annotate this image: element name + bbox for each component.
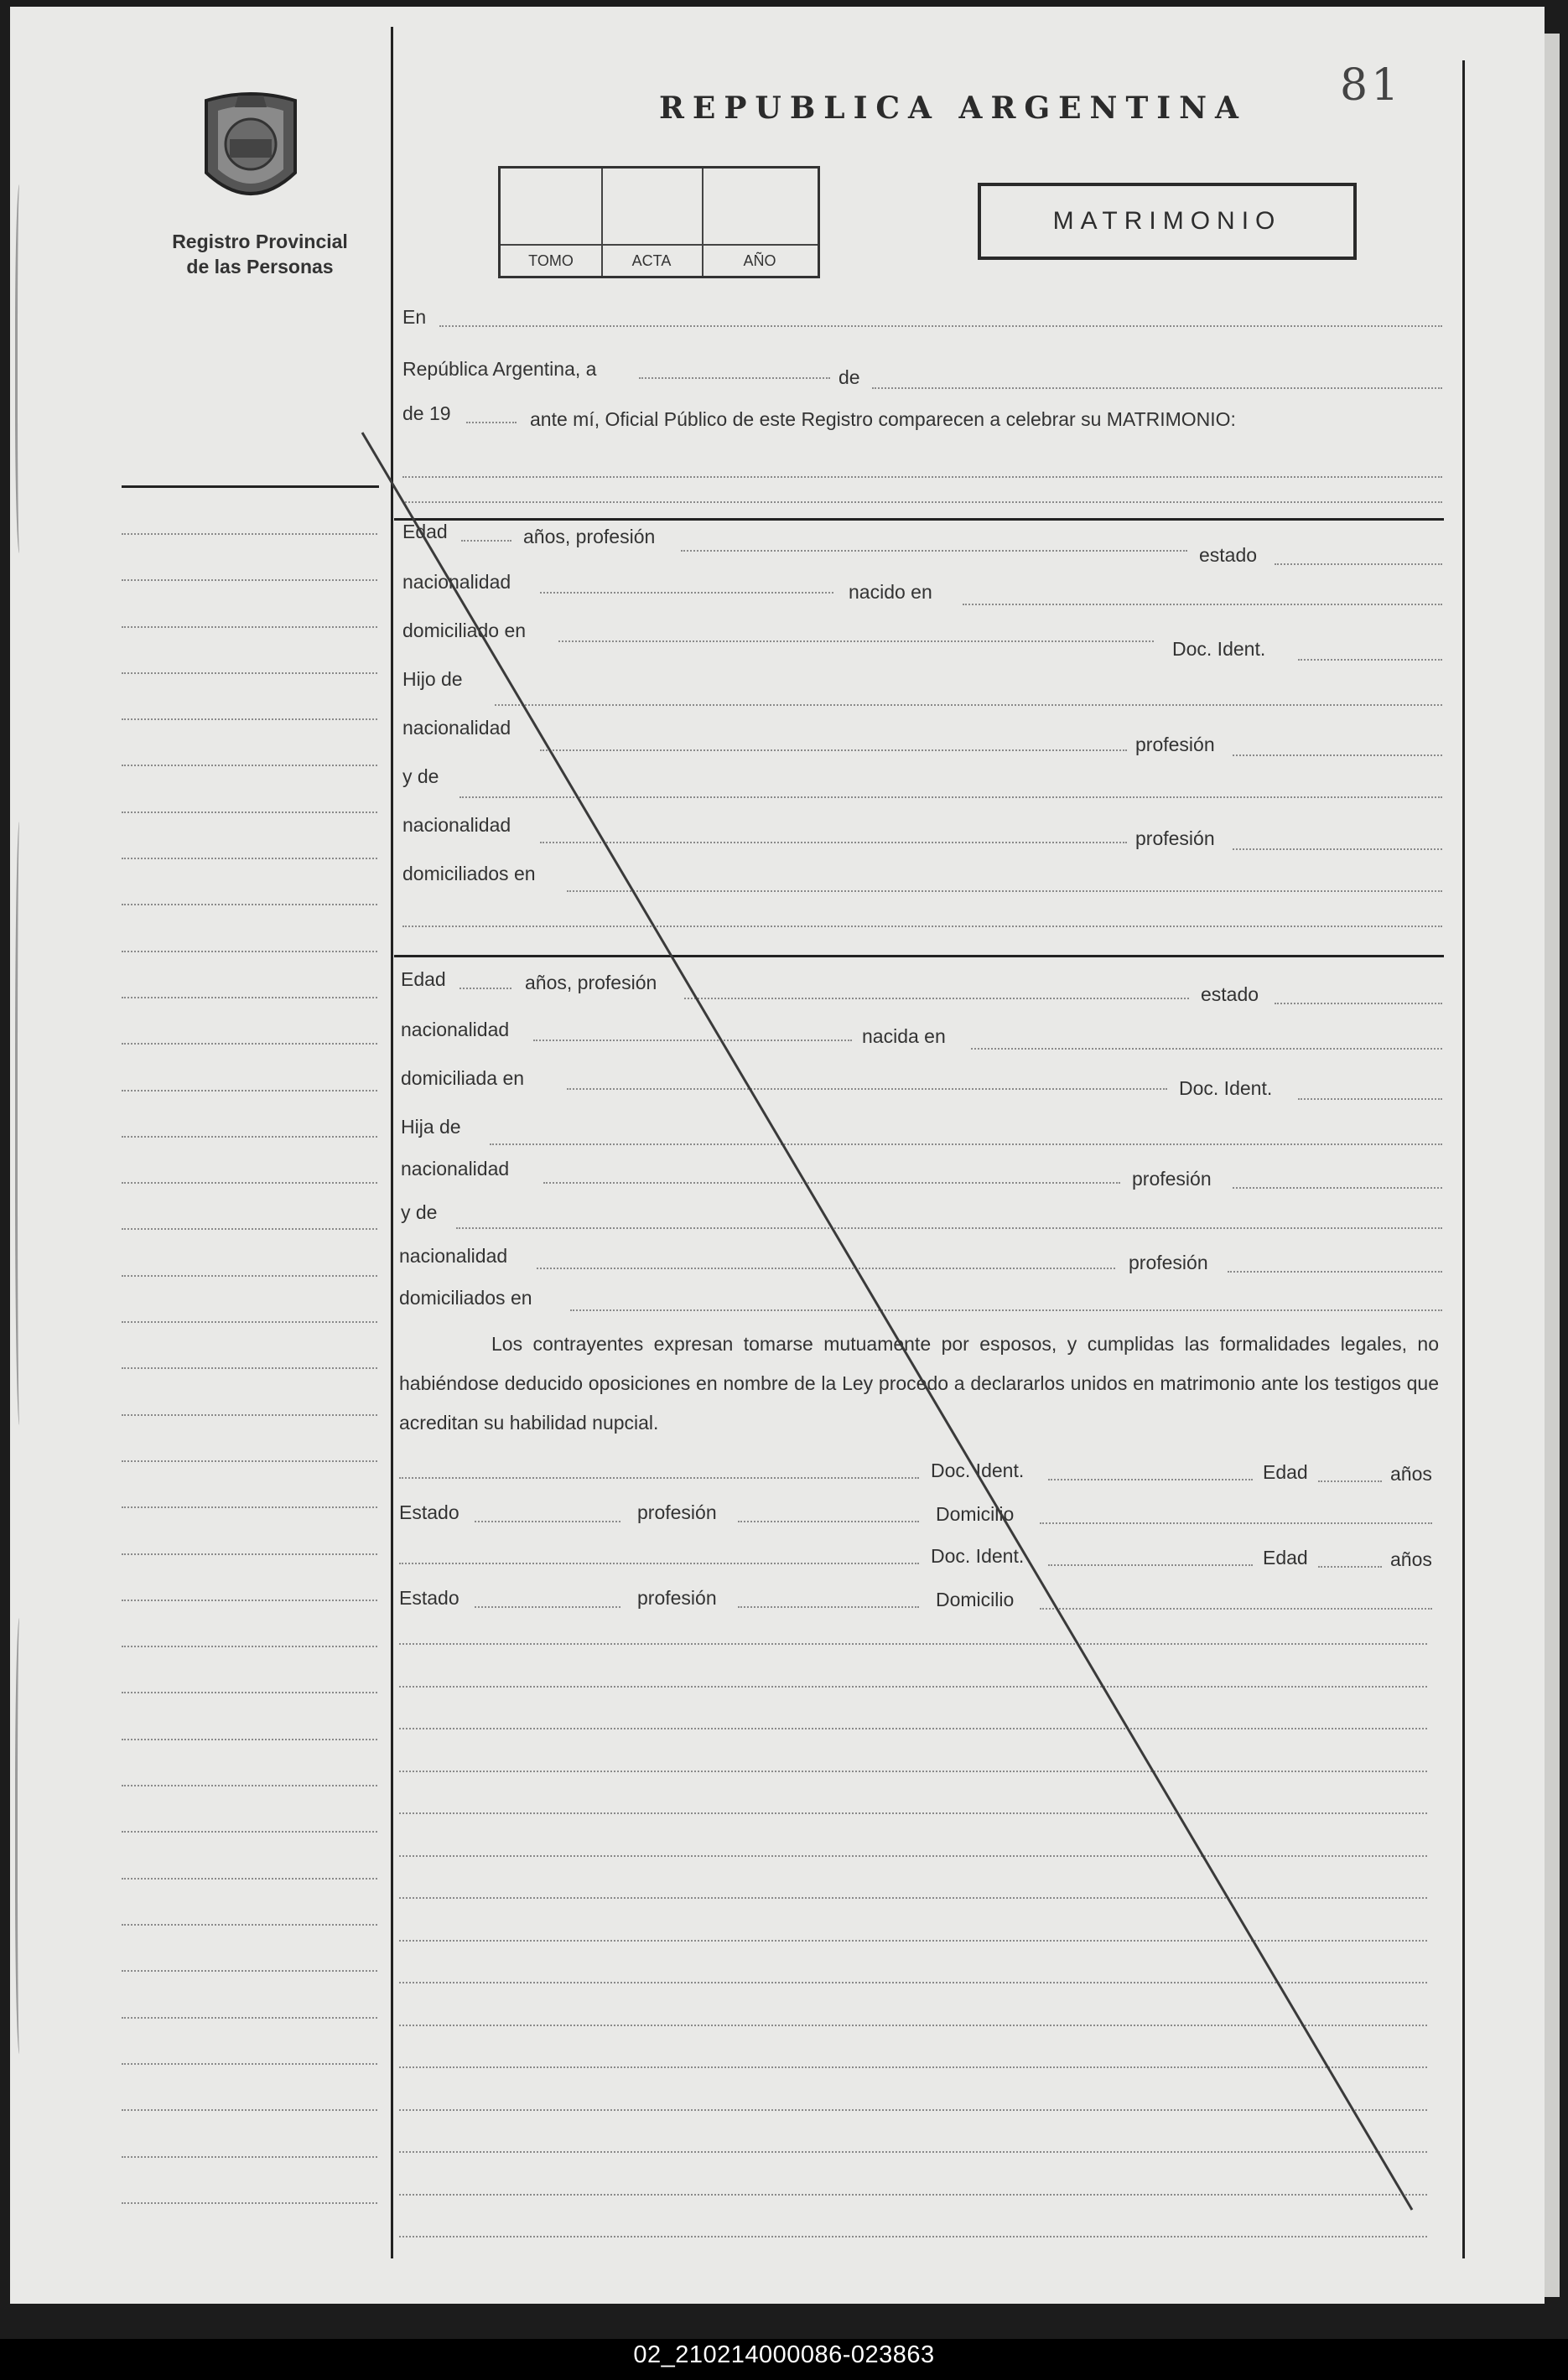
bride-nacida-label: nacida en	[862, 1025, 946, 1047]
witness1-profesion-label: profesión	[637, 1501, 717, 1523]
registry-line-1: Registro Provincial	[172, 231, 348, 252]
witness2-estado-label: Estado	[399, 1587, 459, 1609]
witness2-edad-label: Edad	[1263, 1547, 1308, 1569]
groom-father-nacionalidad-label: nacionalidad	[402, 717, 511, 739]
groom-father-profesion-label: profesión	[1135, 734, 1215, 755]
acta-label: ACTA	[601, 244, 702, 276]
witness2-doc-label: Doc. Ident.	[931, 1545, 1025, 1567]
witness1-anos-label: años	[1390, 1463, 1432, 1485]
groom-hijo-label: Hijo de	[402, 668, 463, 690]
groom-mother-nacionalidad-label: nacionalidad	[402, 814, 511, 836]
groom-mother-profesion-label: profesión	[1135, 827, 1215, 849]
witness1-edad-label: Edad	[1263, 1461, 1308, 1483]
bride-domicilio-label: domiciliada en	[401, 1067, 525, 1089]
page-title: REPUBLICA ARGENTINA	[659, 91, 1247, 126]
republica-label: República Argentina, a	[402, 358, 597, 380]
bride-nacionalidad-label: nacionalidad	[401, 1019, 510, 1040]
registry-line-2: de las Personas	[186, 256, 334, 277]
witness1-estado-label: Estado	[399, 1501, 459, 1523]
bride-mother-nacionalidad-label: nacionalidad	[399, 1245, 508, 1267]
bride-doc-label: Doc. Ident.	[1179, 1077, 1273, 1099]
groom-domicilio-label: domiciliado en	[402, 620, 527, 641]
groom-edad-label: Edad	[402, 521, 448, 542]
declaration-text: Los contrayentes expresan tomarse mutuamente por esposos, y cumplidas las formalidades legales, no habiéndose deducido oposiciones en nombre de la Ley procedo a declararlos unidos en matrimonio ante los testigos que acreditan su habilidad nupcial.	[399, 1333, 1439, 1434]
bride-father-nacionalidad-label: nacionalidad	[401, 1158, 510, 1180]
ante-mi-text: ante mí, Oficial Público de este Registro comparecen a celebrar su MATRIMONIO:	[530, 408, 1236, 430]
bride-hija-label: Hija de	[401, 1116, 461, 1138]
groom-nacido-label: nacido en	[849, 581, 932, 603]
witness1-domicilio-label: Domicilio	[936, 1503, 1015, 1525]
witness2-profesion-label: profesión	[637, 1587, 717, 1609]
page-number: 81	[1340, 60, 1403, 111]
bride-parents-domicilio-label: domiciliados en	[399, 1287, 532, 1309]
groom-nacionalidad-label: nacionalidad	[402, 571, 511, 593]
groom-anos-profesion-label: años, profesión	[523, 526, 656, 547]
bride-father-profesion-label: profesión	[1132, 1168, 1212, 1190]
de-label: de	[839, 366, 860, 388]
ano-label: AÑO	[702, 244, 818, 276]
bride-anos-profesion-label: años, profesión	[525, 972, 657, 993]
witness1-doc-label: Doc. Ident.	[931, 1460, 1025, 1481]
year-prefix-label: de 19	[402, 402, 451, 424]
groom-doc-label: Doc. Ident.	[1172, 638, 1266, 660]
bride-y-de-label: y de	[401, 1201, 438, 1223]
en-label: En	[402, 306, 427, 328]
witness2-domicilio-label: Domicilio	[936, 1589, 1015, 1610]
bride-estado-label: estado	[1201, 983, 1259, 1005]
tomo-label: TOMO	[501, 244, 601, 276]
scan-file-id: 02_210214000086-023863	[633, 2341, 935, 2368]
witness2-anos-label: años	[1390, 1548, 1432, 1570]
bride-mother-profesion-label: profesión	[1129, 1252, 1208, 1273]
groom-estado-label: estado	[1199, 544, 1258, 566]
bride-edad-label: Edad	[401, 968, 446, 990]
record-type-box: MATRIMONIO	[978, 183, 1357, 260]
groom-parents-domicilio-label: domiciliados en	[402, 863, 536, 884]
groom-y-de-label: y de	[402, 765, 439, 787]
